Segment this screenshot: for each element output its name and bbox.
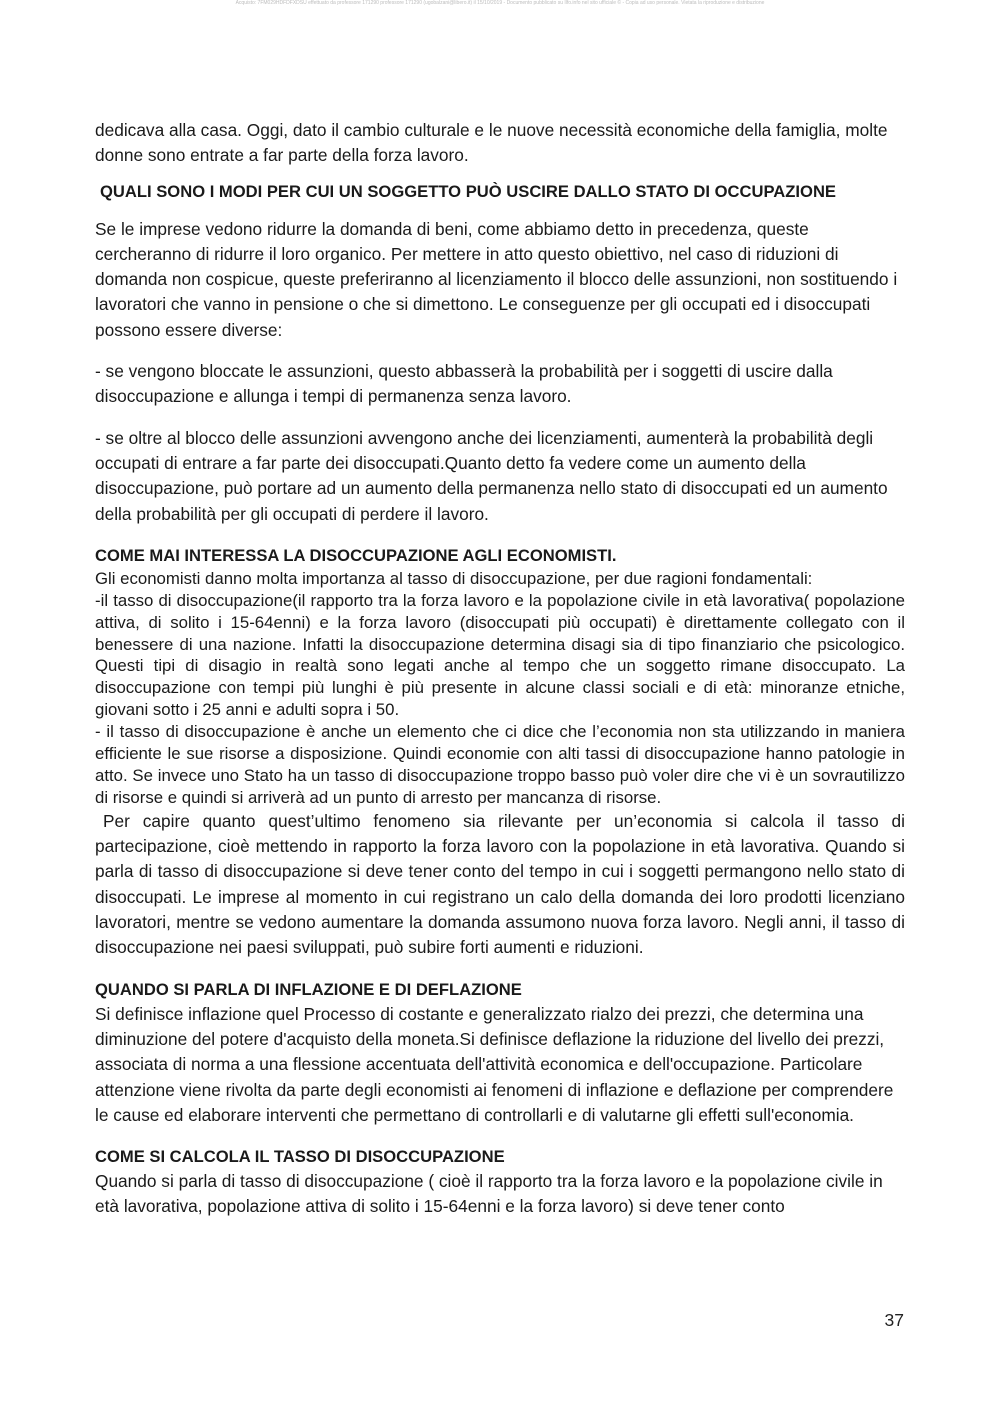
page-body [95,118,905,1220]
section-heading-unemployment-rate: COME SI CALCOLA IL TASSO DI DISOCCUPAZIONE [95,1147,505,1167]
paragraph: Se le imprese vedono ridurre la domanda di beni, come abbiamo detto in precedenza, queste cercheranno di ridurre il loro organico. Per mettere in atto questo obiettivo, nel caso di riduzioni di domanda non cospicue, queste preferiranno al licenziamento il blocco delle assunzioni, non sostituendo i lavoratori che vanno in pensione o che si dimettono. Le conseguenze per gli occupati ed i disoccupati possono essere diverse: [95,218,898,340]
purchase-watermark-note: Acquisto: 7FM029HDFDFXDSU effettuato da professore 171290 professore 171290 (ugobalzani@libero.it) il 15/10/2019 - Documento pubblicato su Ilfo.info nel sito ufficiale © - Copia ad uso personale. Vietata la riproduzione e distribuzione [235,0,765,6]
paragraph: Gli economisti danno molta importanza al tasso di disoccupazione, per due ragioni fondamentali: [95,568,813,588]
paragraph: Per capire quanto quest’ultimo fenomeno sia rilevante per un’economia si calcola il tasso di partecipazione, cioè mettendo in rapporto la forza lavoro con la popolazione in età lavorativa. Quando si parla di tasso di disoccupazione si deve tener conto del tempo in cui i soggetti permangono nello stato di disoccupati. Le imprese al momento in cui registrano un calo della domanda dei loro prodotti licenziano lavoratori, mentre se vedono aumentare la domanda assumono nuova forza lavoro. Negli anni, il tasso di disoccupazione nei paesi sviluppati, può subire forti aumenti e riduzioni. [95,810,905,958]
paragraph: - il tasso di disoccupazione è anche un elemento che ci dice che l’economia non sta utilizzando in maniera efficiente le sue risorse a disposizione. Quindi economie con alti tassi di disoccupazione hanno patologie in atto. Se invece uno Stato ha un tasso di disoccupazione troppo basso può voler dire che vi è un sovrautilizzo di risorse e quindi si arriverà ad un punto di arresto per mancanza di risorse. [95,722,905,807]
intro-paragraph: dedicava alla casa. Oggi, dato il cambio culturale e le nuove necessità economiche della famiglia, molte donne sono entrate a far parte della forza lavoro. [95,120,888,166]
section-heading-economists-interest: COME MAI INTERESSA LA DISOCCUPAZIONE AGLI ECONOMISTI. [95,545,617,565]
paragraph: - se vengono bloccate le assunzioni, questo abbasserà la probabilità per i soggetti di uscire dalla disoccupazione e allunga i tempi di permanenza senza lavoro. [95,361,833,407]
section-heading-exit-employment: QUALI SONO I MODI PER CUI UN SOGGETTO PUÒ USCIRE DALLO STATO DI OCCUPAZIONE [100,181,836,201]
section-body-economists [95,568,905,809]
paragraph: -il tasso di disoccupazione(il rapporto tra la forza lavoro e la popolazione civile in età lavorativa( popolazione attiva, di solito i 15-64enni) e la forza lavoro (disoccupati più occupati) è direttamente collegato con il benessere di una nazione. Infatti la disoccupazione determina disagi sia di tipo finanziario che psicologico. Questi tipi di disagio in realtà sono legati anche al tempo che un soggetto rimane disoccupato. La disoccupazione con tempi più lunghi è più presente in alcune classi sociali e di età: minoranze etniche, giovani sotto i 25 anni e adulti sopra i 50. [95,590,905,720]
section-heading-inflation-deflation: QUANDO SI PARLA DI INFLAZIONE E DI DEFLAZIONE [95,979,522,999]
page-number: 37 [884,1310,904,1330]
paragraph: - se oltre al blocco delle assunzioni avvengono anche dei licenziamenti, aumenterà la probabilità degli occupati di entrare a far parte dei disoccupati.Quanto detto fa vedere come un aumento della disoccupazione, può portare ad un aumento della permanenza nello stato di disoccupati ed un aumento della probabilità per gli occupati di perdere il lavoro. [95,427,888,524]
paragraph: Quando si parla di tasso di disoccupazione ( cioè il rapporto tra la forza lavoro e la popolazione civile in età lavorativa, popolazione attiva di solito i 15-64enni e la forza lavoro) si deve tener conto [95,1171,883,1217]
paragraph: Si definisce inflazione quel Processo di costante e generalizzato rialzo dei prezzi, che determina una diminuzione del potere d'acquisto della moneta.Si definisce deflazione la riduzione del livello dei prezzi, associata di norma a una flessione accentuata dell'attività economica e dell'occupazione. Particolare attenzione viene rivolta da parte degli economisti ai fenomeni di inflazione e deflazione per comprendere le cause ed elaborare interventi che permettano di controllarli e di valutarne gli effetti sull'economia. [95,1003,894,1125]
